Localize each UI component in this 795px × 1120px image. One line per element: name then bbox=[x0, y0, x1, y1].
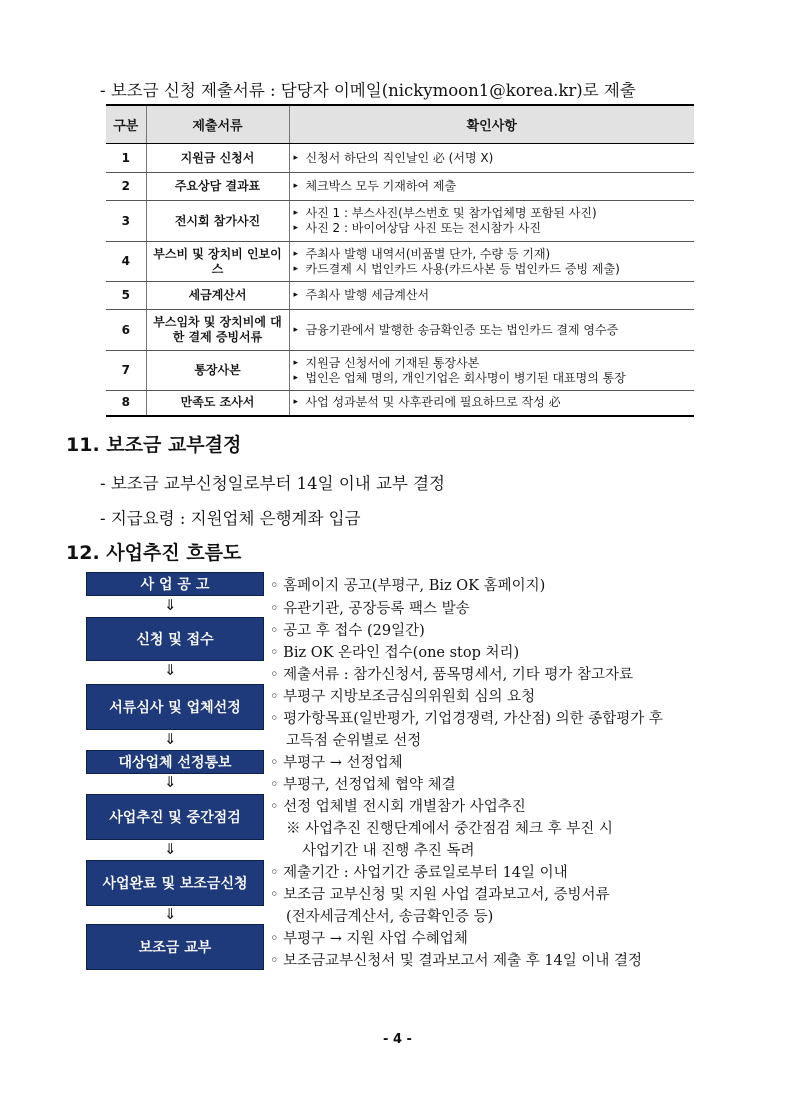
section-11-title: 11. 보조금 교부결정 bbox=[66, 434, 242, 456]
check-item: ▸ 주최사 발행 세금계산서 bbox=[294, 288, 691, 303]
flow-item: ◦ 홈페이지 공고(부평구, Biz OK 홈페이지) bbox=[270, 578, 546, 594]
flow-step-notification: 대상업체 선정통보 bbox=[86, 750, 264, 774]
check-item: ▸ 금융기관에서 발행한 송금확인증 또는 법인카드 결제 영수증 bbox=[294, 323, 691, 338]
check-item: ▸ 법인은 업체 명의, 개인기업은 회사명이 병기된 대표명의 통장 bbox=[294, 371, 691, 386]
documents-table bbox=[106, 104, 694, 417]
row-check bbox=[289, 201, 694, 242]
flow-step-review: 서류심사 및 업체선정 bbox=[86, 684, 264, 730]
row-doc: 주요상담 결과표 bbox=[146, 173, 289, 201]
flow-item: ◦ Biz OK 온라인 접수(one stop 처리) bbox=[270, 645, 520, 661]
row-no: 5 bbox=[106, 282, 146, 310]
flow-item: ◦ 보조금교부신청서 및 결과보고서 제출 후 14일 이내 결정 bbox=[270, 953, 643, 969]
table-row bbox=[106, 391, 694, 416]
row-doc: 부스비 및 장치비 인보이스 bbox=[146, 242, 289, 282]
row-no: 3 bbox=[106, 201, 146, 242]
row-check bbox=[289, 351, 694, 391]
row-no: 8 bbox=[106, 391, 146, 416]
table-row bbox=[106, 144, 694, 173]
flow-arrow-icon: ⇓ bbox=[164, 661, 177, 679]
row-no: 1 bbox=[106, 144, 146, 173]
table-header-row bbox=[106, 105, 694, 144]
section-11-line: - 보조금 교부신청일로부터 14일 이내 교부 결정 bbox=[100, 474, 445, 493]
flow-item: ◦ 부평구 지방보조금심의위원회 심의 요청 bbox=[270, 689, 536, 705]
flow-item: (전자세금계산서, 송금확인증 등) bbox=[286, 909, 494, 925]
row-no: 2 bbox=[106, 173, 146, 201]
row-no: 6 bbox=[106, 310, 146, 351]
row-no: 4 bbox=[106, 242, 146, 282]
check-item: ▸ 사진 1 : 부스사진(부스번호 및 참가업체명 포함된 사진) bbox=[294, 206, 691, 221]
check-item: ▸ 지원금 신청서에 기재된 통장사본 bbox=[294, 356, 691, 371]
header-no: 구분 bbox=[106, 105, 146, 144]
check-item: ▸ 주최사 발행 내역서(비품별 단가, 수량 등 기재) bbox=[294, 247, 691, 262]
flow-step-grant: 보조금 교부 bbox=[86, 924, 264, 970]
flow-step-announcement: 사 업 공 고 bbox=[86, 572, 264, 596]
table-row bbox=[106, 351, 694, 391]
flow-arrow-icon: ⇓ bbox=[164, 596, 177, 614]
flow-item: 고득점 순위별로 선정 bbox=[286, 733, 422, 749]
flow-item: ◦ 제출기간 : 사업기간 종료일로부터 14일 이내 bbox=[270, 865, 568, 881]
row-check bbox=[289, 173, 694, 201]
check-item: ▸ 체크박스 모두 기재하여 제출 bbox=[294, 179, 691, 194]
flow-step-application: 신청 및 접수 bbox=[86, 617, 264, 661]
flow-arrow-icon: ⇓ bbox=[164, 905, 177, 923]
table-row bbox=[106, 282, 694, 310]
row-check bbox=[289, 242, 694, 282]
flow-item: ◦ 제출서류 : 참가신청서, 품목명세서, 기타 평가 참고자료 bbox=[270, 667, 634, 683]
flow-item: ◦ 공고 후 접수 (29일간) bbox=[270, 623, 425, 639]
section-12-title: 12. 사업추진 흐름도 bbox=[66, 542, 242, 564]
flow-arrow-icon: ⇓ bbox=[164, 840, 177, 858]
flow-item: ◦ 보조금 교부신청 및 지원 사업 결과보고서, 증빙서류 bbox=[270, 887, 610, 903]
check-item: ▸ 사진 2 : 바이어상담 사진 또는 전시참가 사진 bbox=[294, 221, 691, 236]
flow-step-completion: 사업완료 및 보조금신청 bbox=[86, 860, 264, 906]
check-item: ▸ 사업 성과분석 및 사후관리에 필요하므로 작성 必 bbox=[294, 395, 691, 410]
submission-intro: - 보조금 신청 제출서류 : 담당자 이메일(nickymoon1@korea.kr)로 제출 bbox=[100, 81, 636, 100]
flow-item: ※ 사업추진 진행단계에서 중간점검 체크 후 부진 시 bbox=[286, 821, 613, 837]
page-number: - 4 - bbox=[383, 1032, 412, 1047]
row-doc: 통장사본 bbox=[146, 351, 289, 391]
table-row bbox=[106, 173, 694, 201]
row-check bbox=[289, 391, 694, 416]
check-item: ▸ 신청서 하단의 직인날인 必 (서명 X) bbox=[294, 151, 691, 166]
flow-item: ◦ 선정 업체별 전시회 개별참가 사업추진 bbox=[270, 799, 526, 815]
table-row bbox=[106, 242, 694, 282]
header-check: 확인사항 bbox=[289, 105, 694, 144]
row-doc: 부스임차 및 장치비에 대한 결제 증빙서류 bbox=[146, 310, 289, 351]
flow-arrow-icon: ⇓ bbox=[164, 773, 177, 791]
row-doc: 전시회 참가사진 bbox=[146, 201, 289, 242]
flow-item: ◦ 유관기관, 공장등록 팩스 발송 bbox=[270, 601, 470, 617]
row-check bbox=[289, 282, 694, 310]
flow-item: 사업기간 내 진행 추진 독려 bbox=[302, 843, 475, 859]
flow-item: ◦ 평가항목표(일반평가, 기업경쟁력, 가산점) 의한 종합평가 후 bbox=[270, 711, 663, 727]
flow-item: ◦ 부평구 → 선정업체 bbox=[270, 755, 403, 771]
flow-arrow-icon: ⇓ bbox=[164, 730, 177, 748]
flow-item: ◦ 부평구 → 지원 사업 수혜업체 bbox=[270, 931, 468, 947]
table-row bbox=[106, 201, 694, 242]
row-doc: 지원금 신청서 bbox=[146, 144, 289, 173]
flow-item: ◦ 부평구, 선정업체 협약 체결 bbox=[270, 777, 456, 793]
header-doc: 제출서류 bbox=[146, 105, 289, 144]
check-item: ▸ 카드결제 시 법인카드 사용(카드사본 등 법인카드 증빙 제출) bbox=[294, 262, 691, 277]
row-doc: 세금계산서 bbox=[146, 282, 289, 310]
table-row bbox=[106, 310, 694, 351]
row-check bbox=[289, 144, 694, 173]
row-no: 7 bbox=[106, 351, 146, 391]
row-doc: 만족도 조사서 bbox=[146, 391, 289, 416]
row-check bbox=[289, 310, 694, 351]
section-11-line: - 지급요령 : 지원업체 은행계좌 입금 bbox=[100, 509, 361, 528]
flow-step-progress: 사업추진 및 중간점검 bbox=[86, 794, 264, 840]
